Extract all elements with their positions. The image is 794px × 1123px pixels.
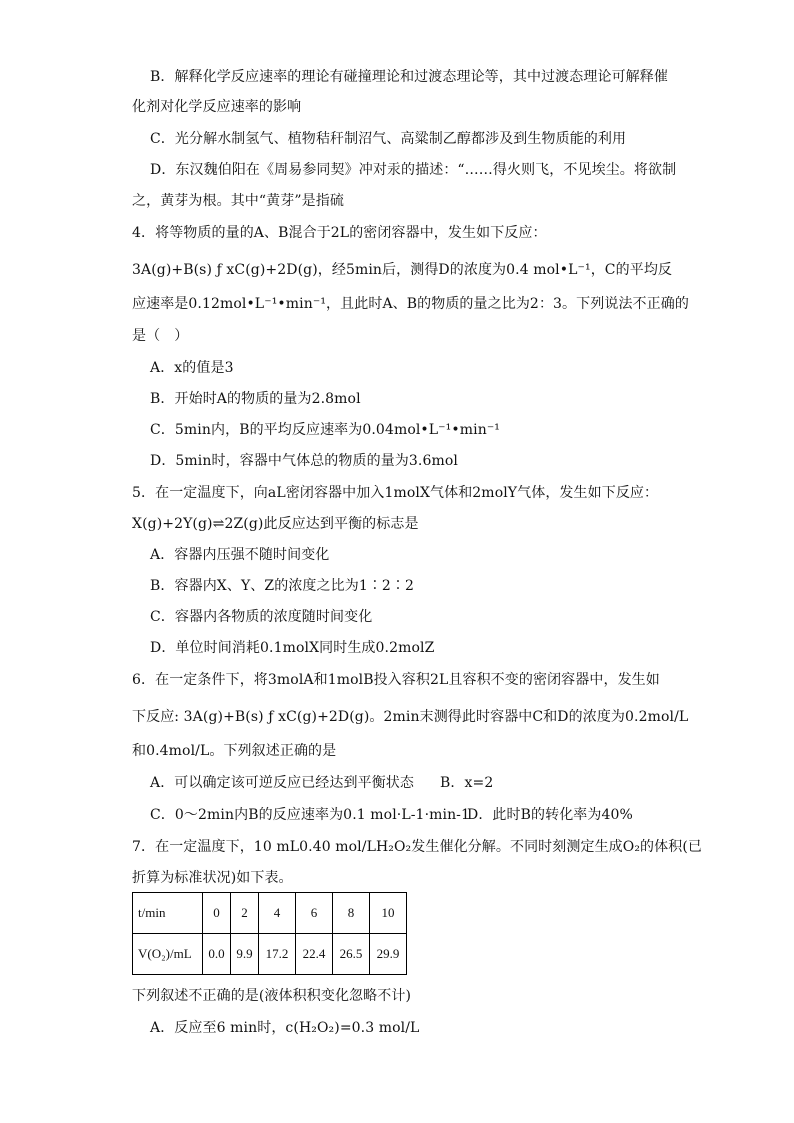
table-cell: 0.0: [203, 934, 231, 975]
text-line-q4a: A．x的值是3: [150, 360, 234, 376]
table-cell: 29.9: [370, 934, 407, 975]
text-line-q3b-2: 化剂对化学反应速率的影响: [132, 99, 302, 115]
table-cell: 6: [296, 893, 333, 934]
text-line-q7-3: 下列叙述不正确的是(液体积积变化忽略不计): [132, 988, 412, 1004]
text-line-q6-2: 下反应: 3A(g)+B(s) ƒ xC(g)+2D(g)。2min末测得此时容器中C和D的浓度为0.2mol/L: [132, 709, 689, 725]
text-line-q5a: A．容器内压强不随时间变化: [150, 547, 330, 563]
text-line-q5b: B．容器内X、Y、Z的浓度之比为1∶2∶2: [150, 578, 415, 594]
table-cell: 0: [203, 893, 231, 934]
text-line-q5-2: X(g)+2Y(g)⇌2Z(g)此反应达到平衡的标志是: [132, 516, 419, 532]
table-cell: 22.4: [296, 934, 333, 975]
text-line-q4-1: 4．将等物质的量的A、B混合于2L的密闭容器中，发生如下反应：: [132, 225, 547, 241]
text-line-q6d: D．此时B的转化率为40%: [467, 807, 633, 823]
text-line-q6a: A．可以确定该可逆反应已经达到平衡状态: [150, 775, 415, 791]
text-line-q5c: C．容器内各物质的浓度随时间变化: [150, 609, 373, 625]
text-line-q6c: C．0～2min内B的反应速率为0.1 mol·L-1·min-1: [150, 807, 471, 823]
o2-volume-table: [132, 892, 407, 975]
table-cell: 2: [231, 893, 259, 934]
text-line-q3b-1: B．解释化学反应速率的理论有碰撞理论和过渡态理论等，其中过渡态理论可解释催: [150, 69, 668, 85]
text-line-q5-1: 5．在一定温度下，向aL密闭容器中加入1molX气体和2molY气体，发生如下反应：: [132, 485, 659, 501]
text-line-q6-1: 6．在一定条件下，将3molA和1molB投入容积2L且容积不变的密闭容器中，发生如: [132, 672, 660, 688]
text-line-q6b: B．x=2: [440, 775, 494, 791]
text-line-q4-2: 3A(g)+B(s) ƒ xC(g)+2D(g)，经5min后，测得D的浓度为0.4 mol•L⁻¹，C的平均反: [132, 262, 673, 278]
text-line-q4d: D．5min时，容器中气体总的物质的量为3.6mol: [150, 453, 458, 469]
table-row: [133, 934, 407, 975]
text-line-q4-3: 应速率是0.12mol•L⁻¹•min⁻¹，且此时A、B的物质的量之比为2：3。下列说法不正确的: [132, 296, 689, 312]
table-cell: 8: [333, 893, 370, 934]
table-row: [133, 893, 407, 934]
text-line-q7-1: 7．在一定温度下，10 mL0.40 mol/LH₂O₂发生催化分解。不同时刻测定生成O₂的体积(已: [132, 839, 703, 855]
text-line-q6-3: 和0.4mol/L。下列叙述正确的是: [132, 743, 337, 759]
text-line-q3d-1: D．东汉魏伯阳在《周易参同契》冲对汞的描述：“……得火则飞，不见埃尘。将欲制: [150, 162, 677, 178]
text-line-q3d-2: 之，黄芽为根。其中“黄芽”是指硫: [132, 193, 344, 209]
table-cell: 26.5: [333, 934, 370, 975]
text-line-q3c: C．光分解水制氢气、植物秸秆制沼气、高粱制乙醇都涉及到生物质能的利用: [150, 131, 627, 147]
text-line-q4b: B．开始时A的物质的量为2.8mol: [150, 391, 361, 407]
text-line-q4c: C．5min内，B的平均反应速率为0.04mol•L⁻¹•min⁻¹: [150, 422, 501, 438]
text-line-q4-4: 是（ ）: [132, 328, 189, 344]
table-header-cell: t/min: [133, 893, 203, 934]
table-cell: 10: [370, 893, 407, 934]
text-line-q7a: A．反应至6 min时，c(H₂O₂)=0.3 mol/L: [150, 1020, 420, 1036]
text-line-q7-2: 折算为标准状况)如下表。: [132, 870, 293, 886]
table-cell: 17.2: [259, 934, 296, 975]
table-cell: 4: [259, 893, 296, 934]
table-header-cell: V(O₂)/mL: [133, 934, 203, 975]
table-cell: 9.9: [231, 934, 259, 975]
text-line-q5d: D．单位时间消耗0.1molX同时生成0.2molZ: [150, 640, 435, 656]
